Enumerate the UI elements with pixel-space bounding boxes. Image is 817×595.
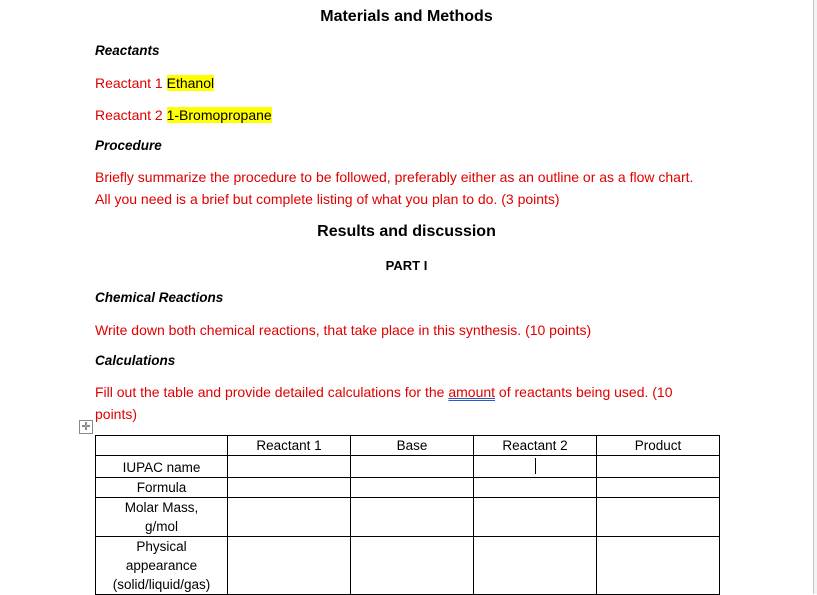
table-cell[interactable] (474, 537, 597, 595)
table-cell[interactable] (351, 478, 474, 498)
row-label-line: Molar Mass, (124, 500, 199, 515)
table-cell[interactable] (474, 478, 597, 498)
materials-heading: Materials and Methods (320, 8, 493, 25)
reactant-1-label: Reactant 1 (95, 75, 167, 91)
table-cell[interactable] (351, 498, 474, 537)
calc-line-1 (95, 381, 673, 403)
header-cell[interactable]: Reactant 1 (228, 436, 351, 456)
move-cross-icon[interactable]: ✛ (79, 420, 93, 434)
page-edge (813, 0, 817, 594)
row-label-line: IUPAC name (122, 460, 201, 475)
procedure-instructions (95, 166, 693, 210)
header-cell[interactable] (96, 436, 228, 456)
results-heading: Results and discussion (317, 223, 496, 240)
row-label[interactable] (96, 478, 228, 498)
table-header-row (96, 436, 720, 456)
table-cell[interactable] (474, 498, 597, 537)
header-cell[interactable]: Product (597, 436, 720, 456)
chemical-reactions-heading: Chemical Reactions (95, 290, 224, 305)
table-cell[interactable] (351, 456, 474, 478)
table-cell[interactable] (228, 456, 351, 478)
header-cell[interactable]: Base (351, 436, 474, 456)
table-cell[interactable] (597, 456, 720, 478)
row-label-line: Physical (136, 539, 187, 554)
calculations-heading: Calculations (95, 353, 176, 368)
table-cell[interactable] (474, 456, 597, 478)
row-label-line: (solid/liquid/gas) (112, 577, 211, 592)
calculations-instructions (95, 381, 673, 425)
calc-text-after: of reactants being used. (10 (495, 384, 673, 400)
reactant-table (95, 435, 720, 595)
table-cell[interactable] (351, 537, 474, 595)
reactant-1-name: Ethanol (166, 75, 215, 91)
header-cell[interactable]: Reactant 2 (474, 436, 597, 456)
procedure-heading: Procedure (95, 138, 162, 153)
row-label[interactable] (96, 456, 228, 478)
table-cell[interactable] (597, 537, 720, 595)
table-cell[interactable] (228, 537, 351, 595)
calc-text-before: Fill out the table and provide detailed calculations for the (95, 384, 449, 400)
reactant-2-line (95, 104, 272, 126)
reactant-1-line (95, 72, 214, 94)
table-row (96, 478, 720, 498)
row-label-line: g/mol (144, 519, 178, 534)
spellcheck-word[interactable]: amount (448, 384, 496, 400)
text-cursor (535, 458, 536, 474)
table-cell[interactable] (228, 478, 351, 498)
reactants-heading: Reactants (95, 43, 160, 58)
table-row (96, 498, 720, 537)
row-label[interactable] (96, 537, 228, 595)
row-label[interactable] (96, 498, 228, 537)
reactant-2-label: Reactant 2 (95, 107, 167, 123)
row-label-line: Formula (136, 480, 187, 495)
calc-line-2: points) (95, 406, 138, 422)
procedure-line-2: All you need is a brief but complete listing of what you plan to do. (3 points) (95, 191, 560, 207)
reactions-instructions: Write down both chemical reactions, that take place in this synthesis. (10 points) (95, 322, 592, 338)
table-row (96, 456, 720, 478)
reactant-2-name: 1-Bromopropane (166, 107, 272, 123)
part-heading: PART I (385, 258, 428, 273)
table-row (96, 537, 720, 595)
table-cell[interactable] (597, 498, 720, 537)
row-label-line: appearance (125, 558, 198, 573)
table-cell[interactable] (228, 498, 351, 537)
table-cell[interactable] (597, 478, 720, 498)
procedure-line-1: Briefly summarize the procedure to be followed, preferably either as an outline or as a flow chart. (95, 169, 694, 185)
